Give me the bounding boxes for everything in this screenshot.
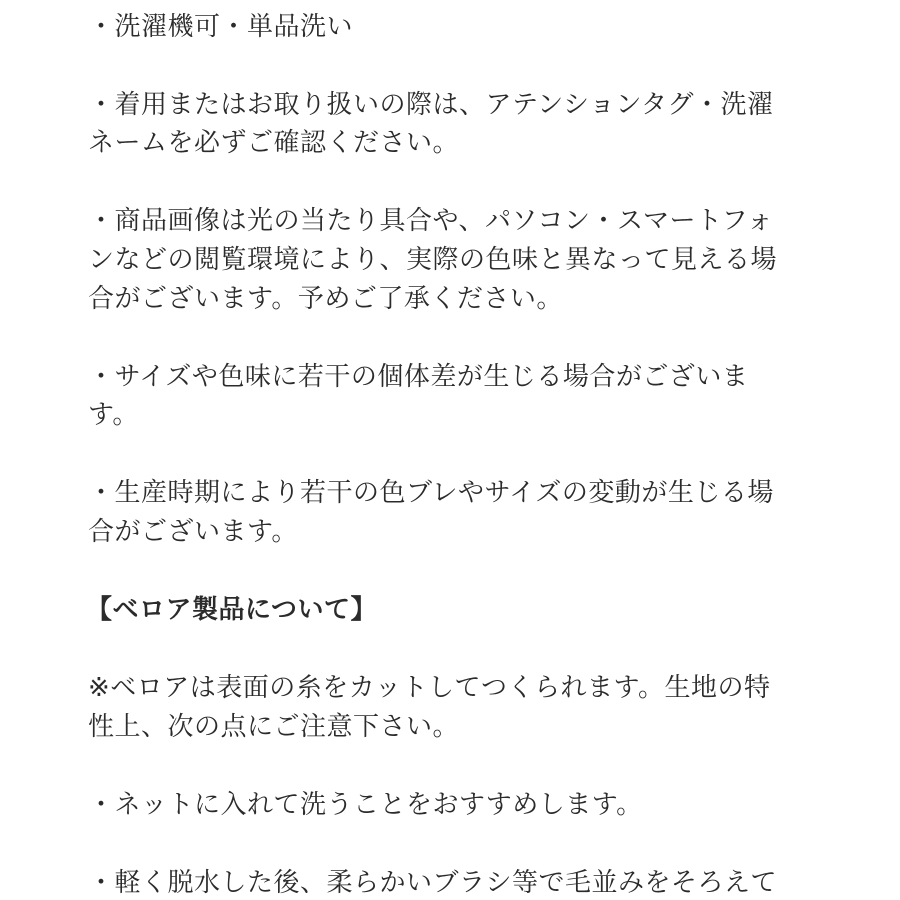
size-note-line-1: ・サイズや色味に若干の個体差が生じる場合がございま xyxy=(88,362,749,392)
washing-instruction: ・洗濯機可・単品洗い xyxy=(88,12,354,42)
net-wash-note: ・ネットに入れて洗うことをおすすめします。 xyxy=(88,790,643,820)
image-note-line-3: 合がございます。予めご了承ください。 xyxy=(88,284,563,314)
size-note-line-2: す。 xyxy=(88,400,139,430)
production-note-line-1: ・生産時期により若干の色ブレやサイズの変動が生じる場 xyxy=(88,478,774,508)
velour-section-heading: 【ベロア製品について】 xyxy=(86,595,377,625)
image-note-line-1: ・商品画像は光の当たり具合や、パソコン・スマートフォ xyxy=(88,206,774,236)
image-note-line-2: ンなどの閲覧環境により、実際の色味と異なって見える場 xyxy=(88,245,778,275)
brush-note: ・軽く脱水した後、柔らかいブラシ等で毛並みをそろえて xyxy=(88,868,778,898)
velour-note-line-1: ※ベロアは表面の糸をカットしてつくられます。生地の特 xyxy=(88,673,771,703)
velour-note-line-2: 性上、次の点にご注意下さい。 xyxy=(88,712,460,742)
production-note-line-2: 合がございます。 xyxy=(88,517,298,547)
attention-note-line-2: ネームを必ずご確認ください。 xyxy=(88,128,460,158)
attention-note-line-1: ・着用またはお取り扱いの際は、アテンションタグ・洗濯 xyxy=(88,90,774,120)
